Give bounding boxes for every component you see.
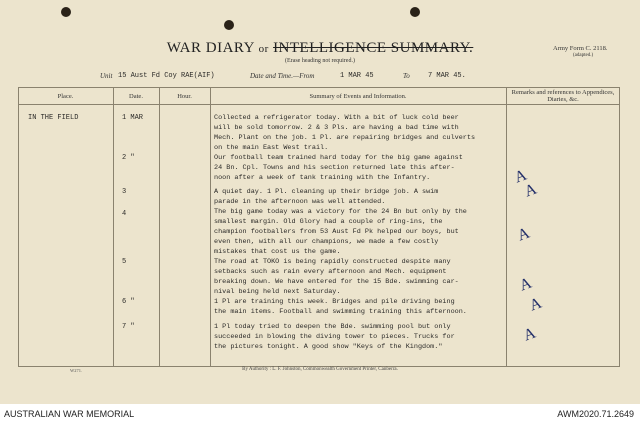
form-subtitle: (Erase heading not required.) bbox=[285, 58, 355, 64]
entry-line: Our football team trained hard today for the big game against bbox=[214, 154, 463, 162]
date-from-label: Date and Time.—From bbox=[250, 72, 315, 80]
entry-text bbox=[214, 153, 463, 183]
header-bottom-rule bbox=[18, 104, 620, 105]
entry-line: on the main East West trail. bbox=[214, 144, 329, 152]
entry-line: Mech. Plant on the job. 1 Pl. are repairing bridges and culverts bbox=[214, 134, 476, 142]
unit-value: 15 Aust Fd Coy RAE(AIF) bbox=[118, 72, 215, 80]
entry-date: 5 bbox=[122, 258, 127, 266]
punch-hole-left bbox=[61, 7, 71, 17]
entry-line: The big game today was a victory for the 24 Bn but only by the bbox=[214, 208, 467, 216]
place-value: IN THE FIELD bbox=[28, 114, 79, 122]
column-rule bbox=[506, 87, 507, 366]
entry-date: 6 " bbox=[122, 298, 135, 306]
entry-date: 4 bbox=[122, 210, 127, 218]
unit-label: Unit bbox=[100, 72, 113, 80]
entry-text bbox=[214, 113, 475, 153]
title-war-diary: WAR DIARY bbox=[166, 40, 255, 56]
entry-line: champion footballers from 53 Aust Fd Pk helped our boys, but bbox=[214, 228, 459, 236]
handwritten-initial: A bbox=[521, 324, 538, 345]
archive-reference: AWM2020.71.2649 bbox=[557, 409, 634, 419]
entry-line: mistakes that cost us the game. bbox=[214, 248, 341, 256]
column-rule bbox=[210, 87, 211, 366]
handwritten-initial: A bbox=[515, 224, 532, 245]
entry-date: 7 " bbox=[122, 323, 135, 331]
header-summary: Summary of Events and Information. bbox=[309, 93, 407, 100]
handwritten-initial: A bbox=[517, 274, 534, 295]
title-or: or bbox=[258, 43, 269, 55]
entry-line: Collected a refrigerator today. With a bit of luck cold beer bbox=[214, 114, 459, 122]
header-remarks: Remarks and references to Appendices, Diaries, &c. bbox=[511, 89, 615, 103]
entry-text bbox=[214, 187, 438, 207]
date-to-label: To bbox=[403, 72, 410, 80]
form-title bbox=[0, 40, 640, 57]
entry-line: setbacks such as rain every afternoon and Mech. equipment bbox=[214, 268, 447, 276]
entry-line: succeeded in blowing the diving tower to pieces. Trucks for bbox=[214, 333, 455, 341]
entry-line: 1 Pl today tried to deepen the Bde. swimming pool but only bbox=[214, 323, 451, 331]
entry-text bbox=[214, 257, 459, 297]
form-number: Army Form C. 2118. bbox=[553, 45, 608, 52]
archive-caption: AUSTRALIAN WAR MEMORIAL bbox=[4, 409, 135, 419]
entry-line: nival being held next Saturday. bbox=[214, 288, 341, 296]
entry-text bbox=[214, 322, 455, 352]
punch-hole-center bbox=[224, 20, 234, 30]
column-rule bbox=[619, 87, 620, 366]
header-hour: Hour. bbox=[177, 93, 192, 100]
entry-line: the main items. Football and swimming training this afternoon. bbox=[214, 308, 467, 316]
date-from-value: 1 MAR 45 bbox=[340, 72, 374, 80]
entry-line: breaking down. We have entered for the 15 Bde. swimming car- bbox=[214, 278, 459, 286]
entry-date: 1 MAR bbox=[122, 114, 144, 122]
title-intelligence-summary: INTELLIGENCE SUMMARY. bbox=[273, 40, 474, 56]
entry-text bbox=[214, 207, 467, 257]
header-place: Place. bbox=[57, 93, 74, 100]
entry-line: even then, with all our champions, we made a few costly bbox=[214, 238, 439, 246]
handwritten-initial: A bbox=[512, 166, 529, 187]
footer-authority: By Authority : L. F. Johnston, Commonwealth Government Printer, Canberra. bbox=[242, 367, 398, 372]
handwritten-initial: A bbox=[522, 180, 539, 201]
footer-code: W271. bbox=[70, 368, 83, 373]
entry-line: parade in the afternoon was well attended. bbox=[214, 198, 386, 206]
entry-line: smallest margin. Old Glory had a couple of ring-ins, the bbox=[214, 218, 443, 226]
entry-date: 2 " bbox=[122, 154, 135, 162]
entry-date: 3 bbox=[122, 188, 127, 196]
date-to-value: 7 MAR 45. bbox=[428, 72, 466, 80]
handwritten-initial: A bbox=[527, 294, 544, 315]
entry-line: The road at TOKO is being rapidly constructed despite many bbox=[214, 258, 451, 266]
entry-line: A quiet day. 1 Pl. cleaning up their bridge job. A swim bbox=[214, 188, 439, 196]
entry-line: noon after a week of tank training with the Infantry. bbox=[214, 174, 431, 182]
column-rule bbox=[18, 87, 19, 366]
table-top-rule bbox=[18, 87, 620, 88]
column-rule bbox=[159, 87, 160, 366]
form-adapted: (adapted.) bbox=[573, 53, 594, 58]
entry-text bbox=[214, 297, 467, 317]
punch-hole-right bbox=[410, 7, 420, 17]
entry-line: will be sold tomorrow. 2 & 3 Pls. are having a bad time with bbox=[214, 124, 459, 132]
entry-line: 24 Bn. Cpl. Towns and his section returned late this after- bbox=[214, 164, 455, 172]
entry-line: the pictures tonight. A good show "Keys of the Kingdom." bbox=[214, 343, 443, 351]
column-rule bbox=[113, 87, 114, 366]
header-date: Date. bbox=[129, 93, 143, 100]
entry-line: 1 Pl are training this week. Bridges and pile driving being bbox=[214, 298, 455, 306]
